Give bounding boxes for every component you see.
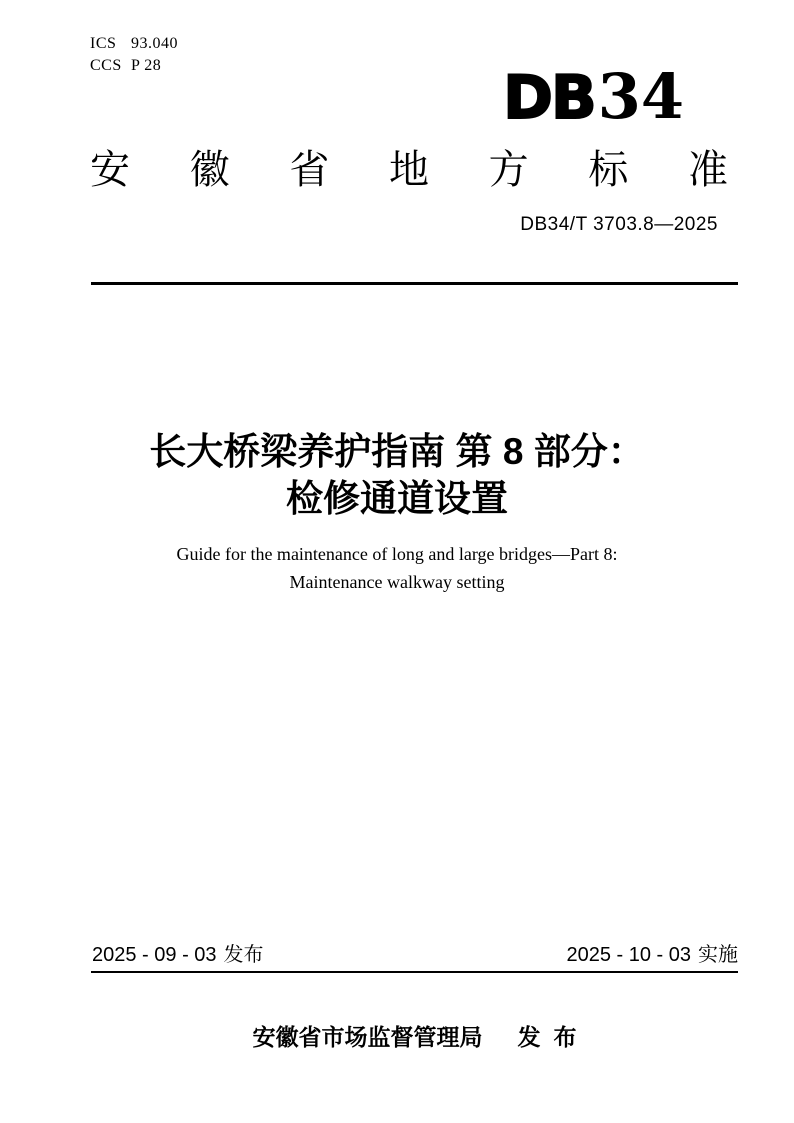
standard-code: DB34/T 3703.8—2025	[520, 214, 718, 235]
dates-row	[92, 943, 738, 967]
issue-date-value: 2025 - 09 - 03	[92, 944, 217, 966]
ccs-line	[90, 55, 178, 77]
document-title	[0, 428, 794, 522]
logo-number-text: 34	[597, 60, 684, 133]
publish-action: 发布	[517, 1024, 590, 1050]
title-line-1: 长大桥梁养护指南 第 8 部分：	[149, 431, 645, 472]
issue-date	[92, 943, 264, 967]
publisher-row	[91, 1023, 738, 1051]
ics-label: ICS	[90, 35, 117, 52]
implement-date-label: 实施	[698, 944, 738, 966]
implement-date-value: 2025 - 10 - 03	[566, 944, 691, 966]
top-divider-line	[91, 282, 738, 285]
publisher-name: 安徽省市场监督管理局	[252, 1024, 483, 1050]
classification-codes	[90, 33, 178, 77]
issue-date-label: 发布	[223, 944, 264, 966]
logo-db-text: DB	[503, 63, 595, 133]
bottom-divider-line	[91, 971, 738, 973]
ccs-label: CCS	[90, 57, 122, 74]
subtitle-line-1: Guide for the maintenance of long and large bridges—Part 8:	[176, 544, 618, 564]
ccs-value: P 28	[131, 57, 162, 74]
implement-date	[566, 943, 738, 967]
ics-value: 93.040	[131, 35, 178, 52]
english-subtitle	[0, 540, 794, 596]
db34-logo	[503, 60, 684, 133]
standard-type-heading: 安徽省地方标准	[90, 148, 728, 192]
ics-line	[90, 33, 178, 55]
title-line-2: 检修通道设置	[286, 478, 508, 519]
subtitle-line-2: Maintenance walkway setting	[289, 572, 505, 592]
